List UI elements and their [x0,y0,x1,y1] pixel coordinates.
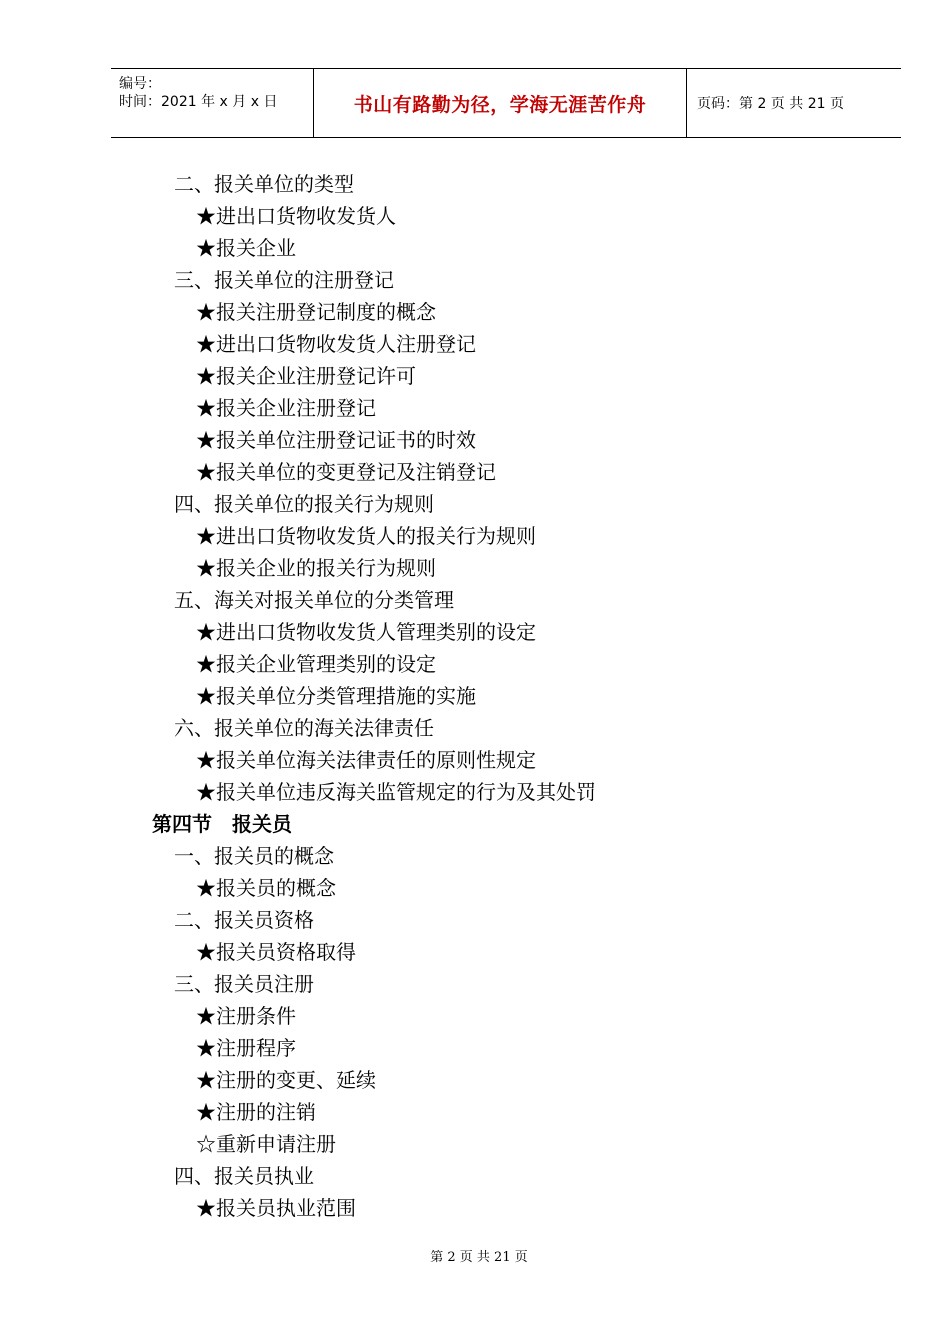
outline-item: ★进出口货物收发货人 [196,204,396,228]
outline-item: ★报关企业注册登记许可 [196,364,416,388]
footer-page-number: 第 2 页 共 21 页 [430,1250,528,1265]
header-info-cell [111,69,314,137]
outline-heading: 三、报关员注册 [174,972,314,996]
outline-item: ★报关单位违反海关监管规定的行为及其处罚 [196,780,596,804]
outline-item: ★注册的变更、延续 [196,1068,376,1092]
header-motto: 书山有路勤为径，学海无涯苦作舟 [353,93,647,116]
outline-item: ★报关员执业范围 [196,1196,356,1220]
outline-item: ★报关注册登记制度的概念 [196,300,436,324]
outline-item: ★报关员资格取得 [196,940,356,964]
header-motto-cell [314,69,687,137]
section-heading: 第四节 报关员 [152,812,292,836]
outline-heading: 五、海关对报关单位的分类管理 [174,588,454,612]
outline-heading: 二、报关单位的类型 [174,172,354,196]
outline-heading: 四、报关单位的报关行为规则 [174,492,434,516]
page-header [111,68,901,138]
outline-heading: 二、报关员资格 [174,908,314,932]
outline-heading: 六、报关单位的海关法律责任 [174,716,434,740]
header-page-cell [687,69,901,137]
header-page-number: 页码：第 2 页 共 21 页 [697,96,844,112]
outline-item: ★报关员的概念 [196,876,336,900]
outline-heading: 四、报关员执业 [174,1164,314,1188]
outline-item: ★报关企业管理类别的设定 [196,652,436,676]
outline-item: ★进出口货物收发货人注册登记 [196,332,476,356]
outline-item: ☆重新申请注册 [196,1132,336,1156]
outline-item: ★报关单位分类管理措施的实施 [196,684,476,708]
outline-item: ★进出口货物收发货人的报关行为规则 [196,524,536,548]
page-footer [0,1246,950,1265]
outline-heading: 三、报关单位的注册登记 [174,268,394,292]
outline-heading: 一、报关员的概念 [174,844,334,868]
outline-item: ★报关企业注册登记 [196,396,376,420]
document-number-label: 编号： [119,76,161,92]
outline-item: ★注册条件 [196,1004,296,1028]
outline-item: ★报关企业 [196,236,296,260]
outline-item: ★报关企业的报关行为规则 [196,556,436,580]
outline-item: ★报关单位注册登记证书的时效 [196,428,476,452]
outline-item: ★报关单位海关法律责任的原则性规定 [196,748,536,772]
outline-item: ★注册的注销 [196,1100,316,1124]
outline-item: ★报关单位的变更登记及注销登记 [196,460,496,484]
document-time: 时间：2021 年 x 月 x 日 [119,94,278,110]
outline-item: ★注册程序 [196,1036,296,1060]
outline-item: ★进出口货物收发货人管理类别的设定 [196,620,536,644]
